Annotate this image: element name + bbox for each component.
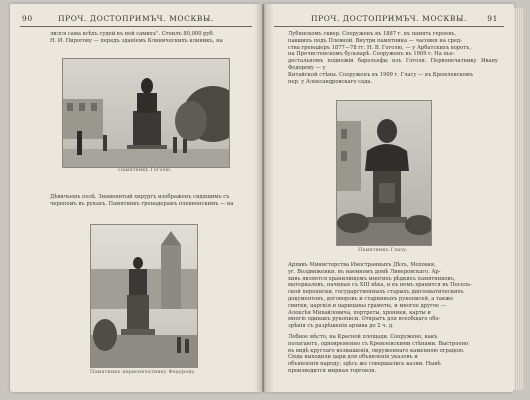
- text-line: Алексѣя Михайловича, портреты, хроники, карты и: [288, 309, 431, 316]
- text-block: [288, 31, 498, 85]
- text-block: [288, 334, 498, 375]
- text-line: Дѣвичьемъ полѣ. Знаменитый хирургъ изображенъ сидящимъ съ: [50, 194, 230, 200]
- text-line: документовъ, договоровъ и старинныхъ рукописей, а также: [288, 295, 454, 302]
- header-rule: [20, 26, 252, 27]
- text-line: пер. у Александровскаго сада.: [288, 78, 373, 85]
- photo-monument-square: [62, 58, 230, 168]
- text-line: Сюда выходили цари для объявленія указовъ и: [288, 354, 418, 361]
- text-line: дестальномъ подножіи барельефы изъ Гоголя. Первопечатнику Ивану Федорову — у: [288, 58, 498, 71]
- text-line: ской переписки, государственныхъ старыхъ дипломатическихъ: [288, 289, 464, 296]
- text-line: свитки, царскія и царицыны грамоты, и многое другое —: [288, 302, 446, 309]
- text-line: полагаютъ, одновременно съ Кремлевскими стѣнами. Выстроено: [288, 340, 469, 347]
- text-line: Китайской стѣны. Сооруженъ въ 1909 г. Гласу — въ Кремлевскомъ: [288, 71, 474, 78]
- right-page-header: [264, 14, 514, 26]
- photo-bust-monument: [336, 100, 432, 246]
- text-line: объявленія народу; здѣсь же совершались казни. Нынѣ: [288, 361, 441, 368]
- text-line: производится мирная торговля.: [288, 367, 377, 374]
- text-line: Н. И. Пирогову — передъ зданіемъ Клиническихъ клиникъ, на: [50, 37, 223, 44]
- page-edges: [514, 8, 524, 390]
- text-line: Архивъ Министерства Иностранныхъ Дѣлъ, Моховая,: [288, 262, 436, 268]
- photo-caption: Памятникъ первопечатнику Федорову.: [89, 370, 197, 375]
- text-block: [288, 262, 498, 330]
- page-number: 90: [22, 14, 33, 23]
- text-line: хивъ является хранилищемъ многихъ рѣдкихъ памятниковъ,: [288, 275, 456, 282]
- running-title: ПРОЧ. ДОСТОПРИМЪЧ. МОСКВЫ.: [57, 14, 214, 23]
- photo-monument-square-image: [63, 59, 229, 167]
- running-title: ПРОЧ. ДОСТОПРИМЪЧ. МОСКВЫ.: [310, 14, 467, 23]
- photo-caption: Памятникъ Гоголю.: [117, 168, 173, 173]
- header-rule: [274, 26, 504, 27]
- text-line: павшихъ подъ Плевной. Внутри памятника — часовня на сред-: [288, 37, 462, 44]
- text-line: ства гренадеръ 1877—78 гг. Н. В. Гоголю, — у Арбатскихъ воротъ,: [288, 44, 472, 51]
- text-block: [50, 31, 240, 45]
- page-number: 91: [487, 14, 498, 23]
- text-line: на Пречистенскомъ бульварѣ. Сооруженъ въ 1909 г. На пье-: [288, 51, 455, 58]
- right-page: [264, 4, 514, 392]
- left-page: [10, 4, 262, 392]
- text-block: [50, 194, 240, 208]
- photo-statue-image: [91, 225, 197, 367]
- text-line: черепомъ въ рукахъ. Памятникъ гренадерамъ плевненскимъ — на: [50, 200, 234, 207]
- left-page-header: [10, 14, 262, 26]
- text-line: въ видѣ круглаго возвышенія, окруженнаго каменною оградою.: [288, 347, 465, 354]
- text-line: уг. Воздвиженки, въ наемномъ домѣ Ливеровскаго. Ар-: [288, 268, 441, 275]
- text-line: лился сама всѣхъ судей въ ней самихъ". Стоилъ 80,000 руб.: [50, 31, 215, 37]
- text-line: Лобное мѣсто, на Красной площади. Сооружено, какъ: [288, 334, 438, 340]
- text-line: Лубянскомъ сквер. Сооруженъ въ 1887 г. въ память героевъ,: [288, 31, 457, 37]
- text-line: материаловъ, начиная съ XIII вѣка, и въ немъ хранится въ Посоль-: [288, 282, 472, 289]
- text-line: зрѣнія съ разрѣшенія архива до 2 ч. д.: [288, 323, 394, 330]
- photo-statue: [90, 224, 198, 368]
- photo-caption: Памятникъ Глазу.: [358, 248, 408, 253]
- photo-bust-monument-image: [337, 101, 431, 245]
- text-line: многіе одинакъ рукописи. Открытъ для всеобщаго обо-: [288, 316, 441, 323]
